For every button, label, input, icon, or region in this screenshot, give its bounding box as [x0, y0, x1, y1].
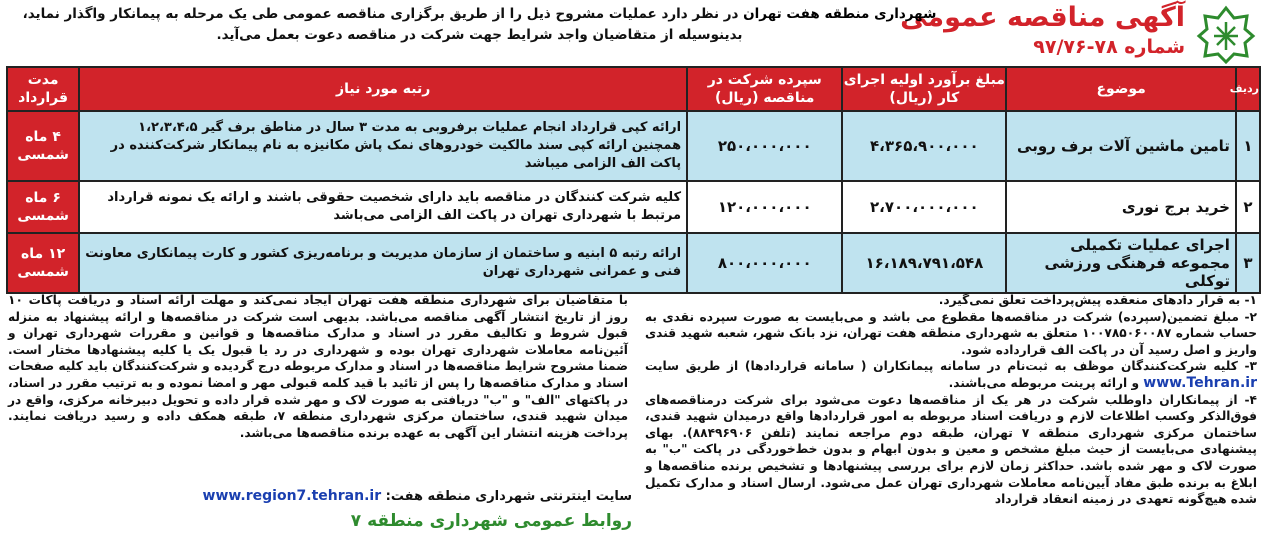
col-header-duration: مدت قرارداد [7, 67, 79, 111]
col-header-idx: ردیف [1236, 67, 1260, 111]
col-header-grade: رتبه مورد نیاز [79, 67, 687, 111]
cell-estimate: ۴،۳۶۵،۹۰۰،۰۰۰ [842, 111, 1006, 181]
table-header-row [7, 67, 1260, 111]
note-1: ۱- به قرار دادهای منعقده پیش‌پرداخت تعلق نمی‌گیرد. [938, 293, 1257, 307]
cell-subject: خرید برج نوری [1006, 181, 1236, 233]
intro-line-2: بدینوسیله از متقاضیان واجد شرایط جهت شرکت در مناقصه دعوت بعمل می‌آید. [216, 27, 743, 43]
tehran-municipality-logo [1195, 4, 1257, 64]
cell-idx: ۱ [1236, 111, 1260, 181]
cell-grade: کلیه شرکت کنندگان در مناقصه باید دارای شخصیت حقوقی باشند و ارائه یک نمونه قرارداد مرتبط با شهرداری تهران در پاکت الف الزامی می‌باشد [79, 181, 687, 233]
cell-subject: اجرای عملیات تکمیلی مجموعه فرهنگی ورزشی توکلی [1006, 233, 1236, 293]
cell-deposit: ۱۲۰،۰۰۰،۰۰۰ [687, 181, 842, 233]
cell-estimate: ۱۶،۱۸۹،۷۹۱،۵۴۸ [842, 233, 1006, 293]
table-row [7, 233, 1260, 293]
cell-duration: ۶ ماه شمسی [7, 181, 79, 233]
ad-header [0, 0, 1267, 66]
note-3-text: ۳- کلیه شرکت‌کنندگان موظف به ثبت‌نام در سامانه پیمانکاران ( سامانه قراردادها) از طریق سایت [645, 359, 1257, 374]
org-name: شهرداری منطقه هفت تهران [743, 6, 937, 22]
note-continued: با متقاضیان برای شهرداری منطقه هفت تهران ایجاد نمی‌کند و مهلت ارائه اسناد و دریافت پاکات ۱۰ روز از تاریخ انتشار آگهی مناقصه می‌باشد. بدیهی است شرکت در مناقصه‌ها و ارائه پیشنهاد به منزله قبول شروط و تکالیف مقرر در اسناد و مدارک مناقصه‌ها و قوانین و مقررات شهرداری تهران و آئین‌نامه معاملات شهرداری تهران بوده و شهرداری در رد یا قبول یک یا کلیه پیشنهادها مختار است. ضمنا مشروح شرایط مناقصه‌ها در اسناد و مدارک مربوطه درج گردیده و شرکت‌کنندگان باید کلیه صفحات اسناد و مدارک مناقصه‌ها را پس از تائید با قید کلمه قبولی مهر و امضا نموده و به ترتیب مقرر در اسناد، در پاکتهای "الف" و "ب" دریافتی به صورت لاک و مهر شده قرار داده و تحویل دبیرخانه مرکزی، واقع در میدان شهید قندی، ساختمان مرکزی شهرداری منطقه ۷، طبقه همکف داده و رسید دریافت نمایند. پرداخت هزینه انتشار این آگهی به عهده برنده مناقصه‌ها می‌باشد. [8, 293, 629, 440]
cell-grade: ارائه رتبه ۵ ابنیه و ساختمان از سازمان مدیریت و برنامه‌ریزی کشور و کارت پیمانکاری معاونت فنی و عمرانی شهرداری تهران [79, 233, 687, 293]
col-header-subject: موضوع [1006, 67, 1236, 111]
col-header-estimate: مبلغ برآورد اولیه اجرای کار (ریال) [842, 67, 1006, 111]
note-3-tail: و ارائه پرینت مربوطه می‌باشند. [948, 375, 1140, 390]
cell-estimate: ۲،۷۰۰،۰۰۰،۰۰۰ [842, 181, 1006, 233]
cell-duration: ۴ ماه شمسی [7, 111, 79, 181]
table-row [7, 111, 1260, 181]
col-header-deposit: سپرده شرکت در مناقصه (ریال) [687, 67, 842, 111]
footer-site [12, 488, 632, 504]
site-label: سایت اینترنتی شهرداری منطقه هفت: [385, 489, 632, 504]
note-4: ۴- از پیمانکاران داوطلب شرکت در هر یک از مناقصه‌ها دعوت می‌شود برای شرکت درمناقصه‌های فوق‌الذکر وکسب اطلاعات لازم و دریافت اسناد مربوطه به امور قراردادها واقع درمیدان شهید قندی، ساختمان مرکزی شهرداری منطقه ۷ تهران، طبقه دوم مراجعه نمایند (تلفن ۸۸۴۹۶۹۰۶). بهای پیشنهادی می‌بایست از حیث مبلغ مشخص و معین و بدون ابهام و بدون خط‌خوردگی در پاکت "ب" به صورت لاک و مهر شده باشد. حداکثر زمان لازم برای بررسی پیشنهادها و تشخیص برنده مناقصه‌ها و ابلاغ به برنده طبق مفاد آیین‌نامه معاملات شهرداری تهران عمل می‌شود. ارسال اسناد و مدارک تکمیل شده هیچ‌گونه تعهدی در زمینه انعقاد قرارداد [645, 392, 1257, 507]
cell-deposit: ۲۵۰،۰۰۰،۰۰۰ [687, 111, 842, 181]
conditions-right-column [645, 292, 1257, 508]
cell-subject: تامین ماشین آلات برف روبی [1006, 111, 1236, 181]
note-2: ۲- مبلغ تضمین(سپرده) شرکت در مناقصه‌ها مقطوع می باشد و می‌بایست به صورت سپرده نقدی به حساب شماره ۱۰۰۷۸۵۰۶۰۰۸۷ متعلق به شهرداری منطقه هفت تهران، نزد بانک شهر، شعبه شهید قندی واریز و اصل رسید آن در پاکت الف قرارداده شود. [645, 309, 1257, 357]
conditions-left-column [8, 292, 628, 441]
cell-duration: ۱۲ ماه شمسی [7, 233, 79, 293]
public-relations-signature: روابط عمومی شهرداری منطقه ۷ [350, 511, 632, 531]
intro-line-1: در نظر دارد عملیات مشروح ذیل را از طریق برگزاری مناقصه عمومی طی یک مرحله به پیمانکار واگذار نماید، [22, 6, 739, 22]
cell-idx: ۳ [1236, 233, 1260, 293]
cell-grade: ارائه کپی قرارداد انجام عملیات برفروبی به مدت ۳ سال در مناطق برف گیر ۱،۲،۳،۴،۵ همچنین ارائه کپی سند مالکیت خودروهای نمک پاش مکانیزه به نام پیمانکار شرکت‌کننده در پاکت الف الزامی میباشد [79, 111, 687, 181]
cell-idx: ۲ [1236, 181, 1260, 233]
tender-table [6, 66, 1261, 294]
tehran-site-link[interactable]: www.Tehran.ir [1143, 374, 1257, 391]
cell-deposit: ۸۰۰،۰۰۰،۰۰۰ [687, 233, 842, 293]
intro-text [12, 4, 947, 46]
table-row [7, 181, 1260, 233]
ad-number: شماره ۷۸-۹۷/۷۶ [1033, 36, 1185, 58]
note-3 [645, 358, 1257, 391]
ad-title: آگهی مناقصه عمومی [900, 2, 1185, 33]
region7-site-link[interactable]: www.region7.tehran.ir [202, 488, 382, 504]
